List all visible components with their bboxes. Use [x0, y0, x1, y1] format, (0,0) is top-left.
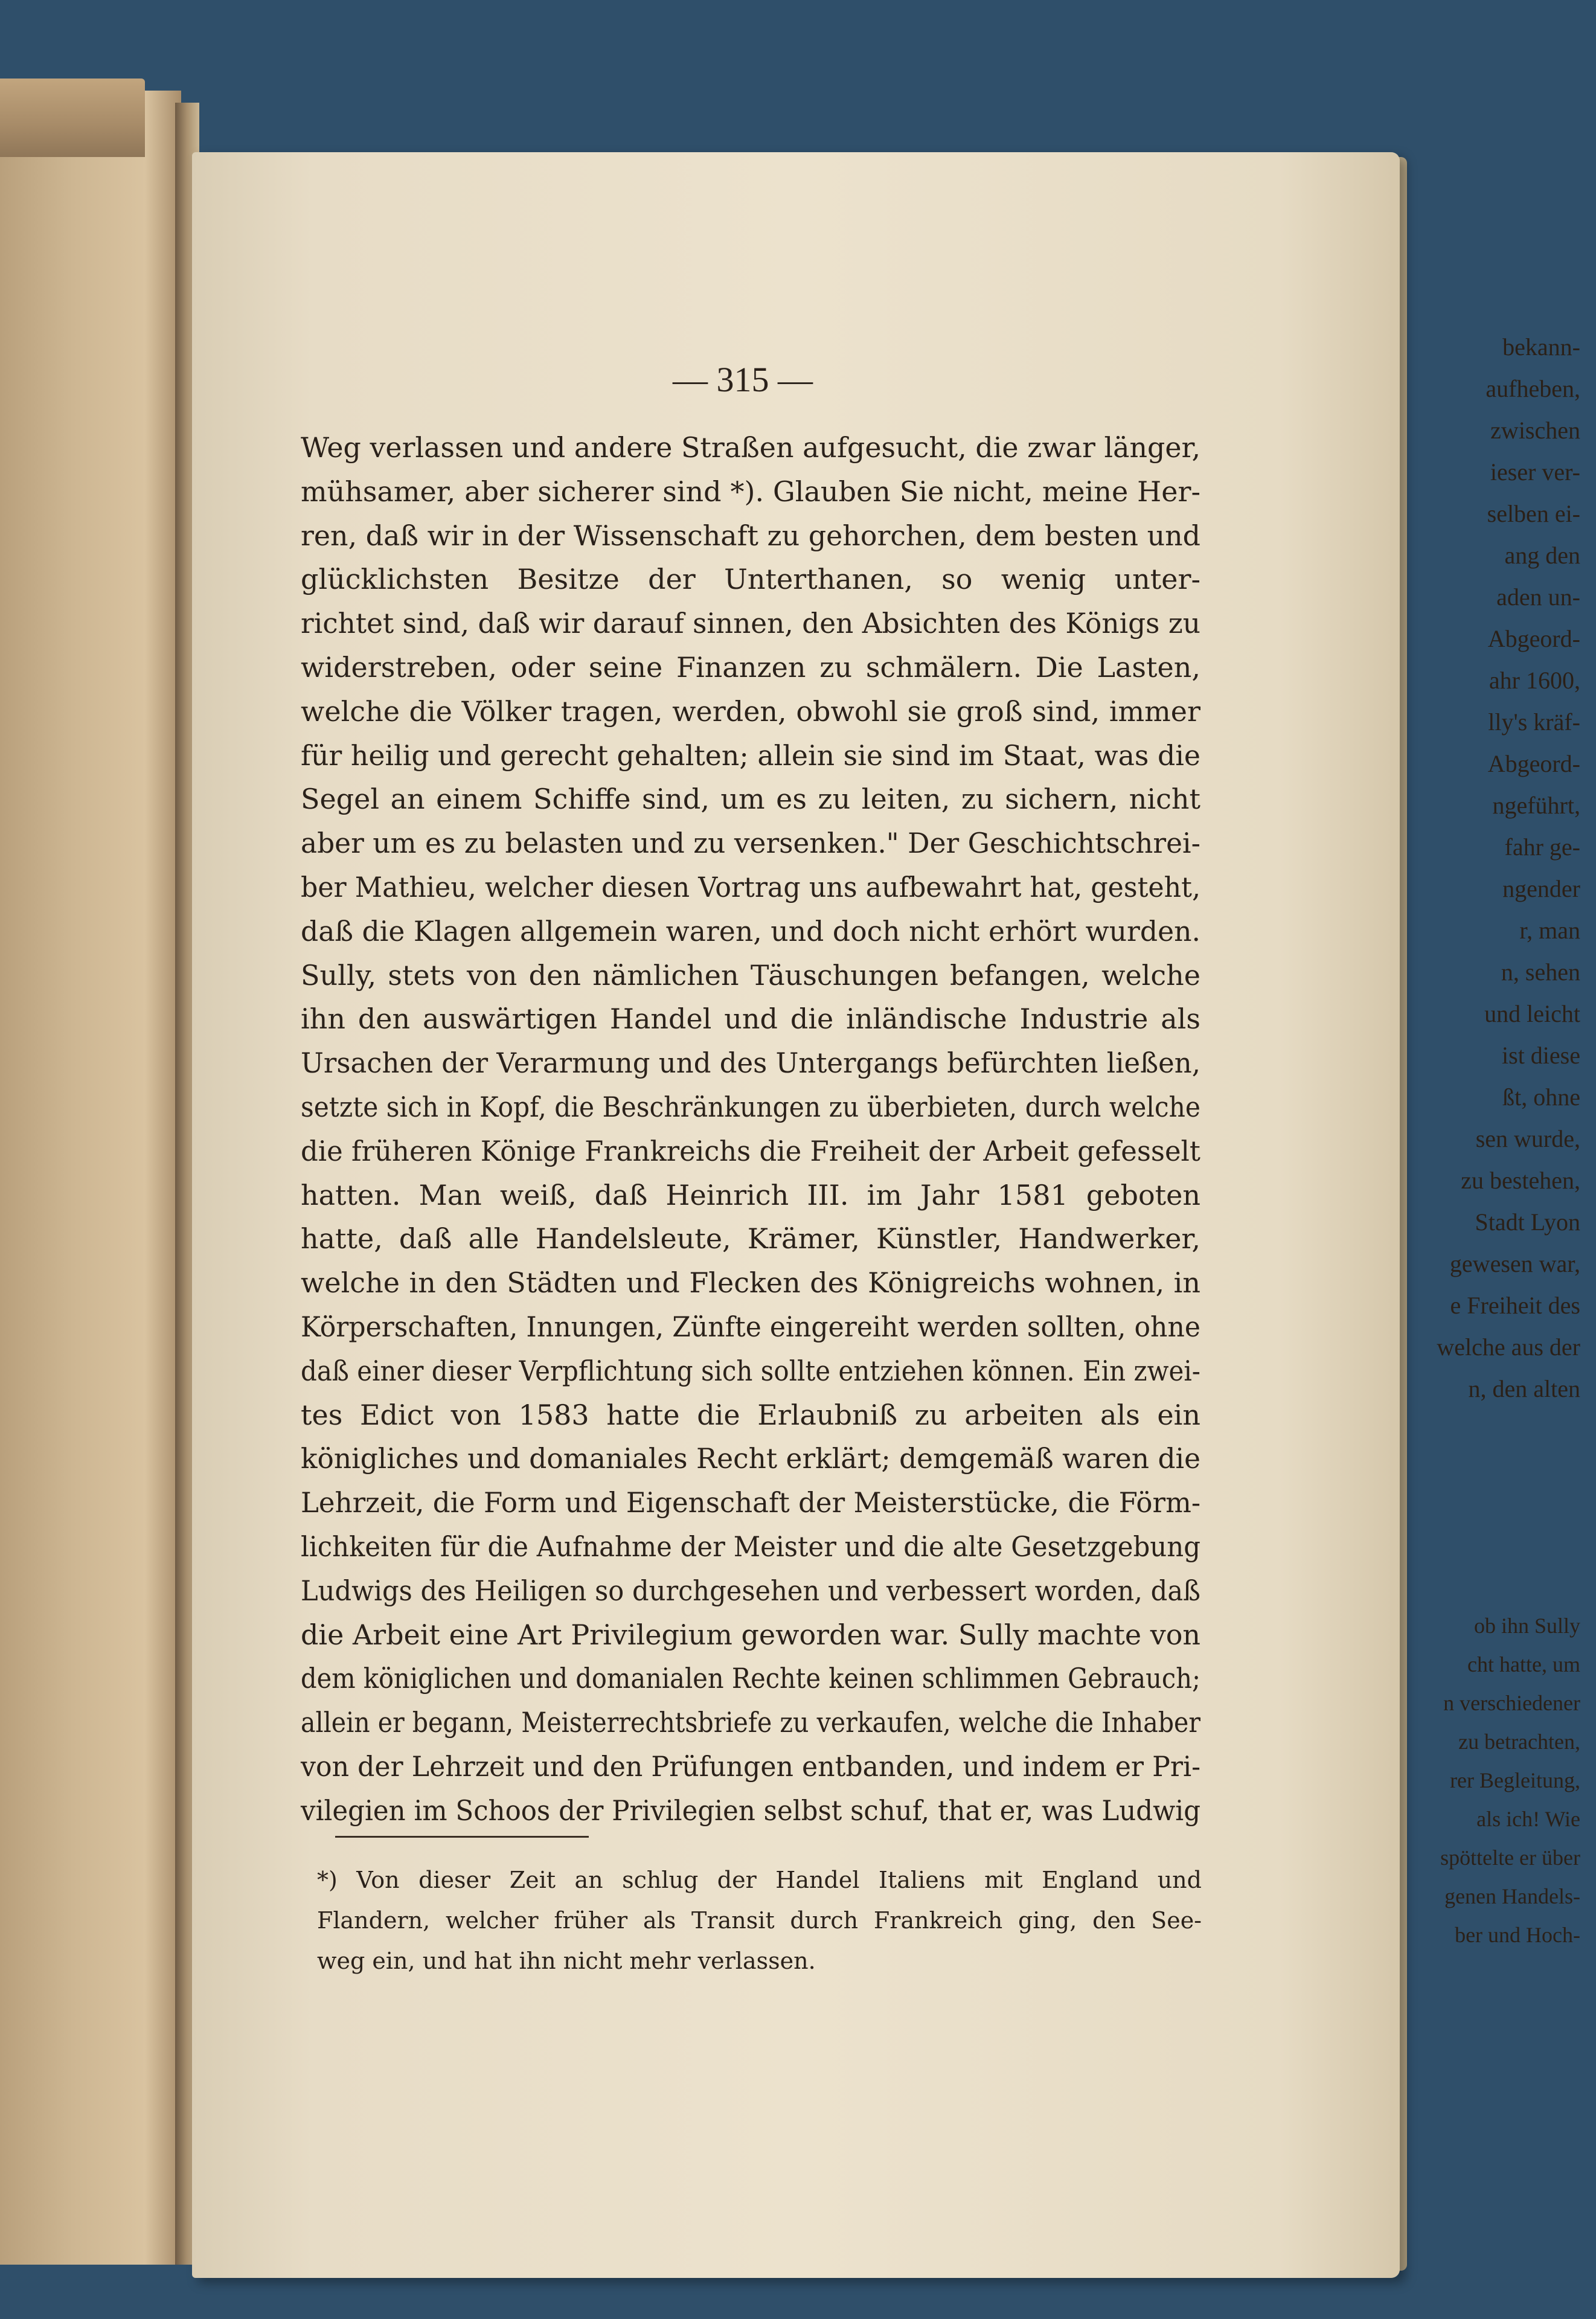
previous-page-footnote-line: n verschiedener	[1443, 1691, 1580, 1715]
text-line: dem königlichen und domanialen Rechte keinen schlimmen Gebrauch;	[301, 1662, 1200, 1695]
text-line: allein er begann, Meisterrechtsbriefe zu verkaufen, welche die Inhaber	[301, 1706, 1200, 1739]
text-line: Segel an einem Schiffe sind, um es zu leiten, zu sichern, nicht	[301, 783, 1200, 816]
text-line: Ludwigs des Heiligen so durchgesehen und verbessert worden, daß	[301, 1574, 1200, 1607]
previous-page-line: aden un-	[1496, 583, 1580, 611]
previous-page-footnote-line: als ich! Wie	[1476, 1807, 1580, 1831]
previous-page-line: zwischen	[1490, 417, 1580, 444]
page-number: — 315 —	[673, 360, 813, 399]
previous-page-line: r, man	[1519, 917, 1580, 944]
previous-page-line: ang den	[1504, 542, 1580, 569]
previous-page-line: zu bestehen,	[1461, 1167, 1580, 1194]
previous-page-footnote-line: spöttelte er über	[1440, 1846, 1580, 1870]
previous-page-line: aufheben,	[1485, 375, 1580, 402]
previous-page-footnote-line: ob ihn Sully	[1473, 1614, 1580, 1638]
previous-page-line: lly's kräf-	[1488, 708, 1580, 736]
previous-page-text	[1423, 326, 1580, 1410]
previous-page-line: gewesen war,	[1449, 1250, 1580, 1277]
text-line: königliches und domaniales Recht erklärt; demgemäß waren die	[301, 1442, 1200, 1475]
previous-page-line: selben ei-	[1487, 500, 1580, 527]
previous-page-line: e Freiheit des	[1450, 1292, 1580, 1319]
previous-page-footnote-line: rer Begleitung,	[1450, 1768, 1580, 1792]
footnote-line: Flandern, welcher früher als Transit durch Frankreich ging, den See-	[317, 1907, 1202, 1934]
previous-page-line: ist diese	[1502, 1042, 1580, 1069]
previous-page-footnote-line: ber und Hoch-	[1455, 1923, 1580, 1947]
footnote-line: weg ein, und hat ihn nicht mehr verlassen.	[317, 1948, 816, 1974]
previous-page-line: fahr ge-	[1504, 833, 1580, 861]
text-line: die früheren Könige Frankreichs die Freiheit der Arbeit gefesselt	[301, 1134, 1200, 1167]
previous-page-line: welche aus der	[1437, 1333, 1580, 1361]
footnote-rule	[335, 1836, 589, 1838]
previous-page-line: und leicht	[1484, 1000, 1580, 1027]
previous-page-line: ahr 1600,	[1489, 667, 1580, 694]
text-line: lichkeiten für die Aufnahme der Meister und die alte Gesetzgebung	[301, 1530, 1200, 1563]
text-line: vilegien im Schoos der Privilegien selbst schuf, that er, was Ludwig	[301, 1794, 1201, 1827]
text-line: glücklichsten Besitze der Unterthanen, so wenig unter-	[301, 563, 1201, 596]
previous-page-line: bekann-	[1502, 333, 1580, 361]
text-line: welche in den Städten und Flecken des Königreichs wohnen, in	[301, 1266, 1200, 1300]
text-line: für heilig und gerecht gehalten; allein sie sind im Staat, was die	[301, 739, 1201, 772]
text-line: ren, daß wir in der Wissenschaft zu gehorchen, dem besten und	[301, 519, 1201, 552]
text-line: Lehrzeit, die Form und Eigenschaft der Meisterstücke, die Förm-	[301, 1486, 1201, 1519]
previous-page-line: n, sehen	[1501, 958, 1580, 986]
previous-page-line: ieser ver-	[1490, 458, 1580, 486]
text-line: ihn den auswärtigen Handel und die inländische Industrie als	[301, 1002, 1200, 1036]
previous-page	[0, 91, 181, 2265]
previous-page-footnote-line: genen Handels-	[1444, 1884, 1580, 1908]
previous-page-line: n, den alten	[1468, 1375, 1580, 1402]
body-text	[301, 426, 1200, 1833]
previous-page-line: ngender	[1502, 875, 1580, 902]
text-line: aber um es zu belasten und zu versenken." Der Geschichtschrei-	[301, 827, 1200, 860]
footnote	[317, 1860, 1202, 1981]
text-line: Ursachen der Verarmung und des Untergangs befürchten ließen,	[301, 1047, 1201, 1080]
previous-page-footnote-line: zu betrachten,	[1458, 1730, 1580, 1754]
text-line: mühsamer, aber sicherer sind *). Glauben Sie nicht, meine Her-	[301, 475, 1200, 508]
text-line: die Arbeit eine Art Privilegium geworden war. Sully machte von	[301, 1618, 1201, 1651]
previous-page-line: ßt, ohne	[1502, 1083, 1580, 1111]
text-line: daß einer dieser Verpflichtung sich sollte entziehen können. Ein zwei-	[301, 1354, 1200, 1387]
page-edge-stack	[0, 79, 145, 157]
text-line: daß die Klagen allgemein waren, und doch nicht erhört wurden.	[301, 914, 1201, 948]
text-line: setzte sich in Kopf, die Beschränkungen zu überbieten, durch welche	[301, 1090, 1200, 1123]
previous-page-line: Abgeord-	[1487, 750, 1580, 777]
footnote-line: *) Von dieser Zeit an schlug der Handel Italiens mit England und	[317, 1867, 1202, 1893]
text-line: Weg verlassen und andere Straßen aufgesucht, die zwar länger,	[301, 431, 1201, 464]
previous-page-footnote-line: cht hatte, um	[1467, 1652, 1580, 1676]
previous-page-line: ngeführt,	[1492, 792, 1580, 819]
text-line: widerstreben, oder seine Finanzen zu schmälern. Die Lasten,	[301, 650, 1200, 684]
text-line: ber Mathieu, welcher diesen Vortrag uns aufbewahrt hat, gesteht,	[301, 870, 1201, 903]
text-line: Körperschaften, Innungen, Zünfte eingereiht werden sollten, ohne	[301, 1310, 1200, 1343]
previous-page-line: Stadt Lyon	[1475, 1208, 1580, 1236]
text-line: Sully, stets von den nämlichen Täuschungen befangen, welche	[301, 958, 1200, 992]
text-line: hatten. Man weiß, daß Heinrich III. im Jahr 1581 geboten	[301, 1178, 1201, 1211]
previous-page-line: Abgeord-	[1487, 625, 1580, 652]
text-line: tes Edict von 1583 hatte die Erlaubniß zu arbeiten als ein	[301, 1398, 1200, 1431]
previous-page-footnote-text	[1423, 1606, 1580, 1954]
text-line: welche die Völker tragen, werden, obwohl sie groß sind, immer	[301, 694, 1201, 728]
text-line: von der Lehrzeit und den Prüfungen entbanden, und indem er Pri-	[301, 1750, 1201, 1783]
previous-page-line: sen wurde,	[1475, 1125, 1580, 1152]
text-line: richtet sind, daß wir darauf sinnen, den Absichten des Königs zu	[301, 607, 1200, 640]
text-line: hatte, daß alle Handelsleute, Krämer, Künstler, Handwerker,	[301, 1222, 1200, 1256]
